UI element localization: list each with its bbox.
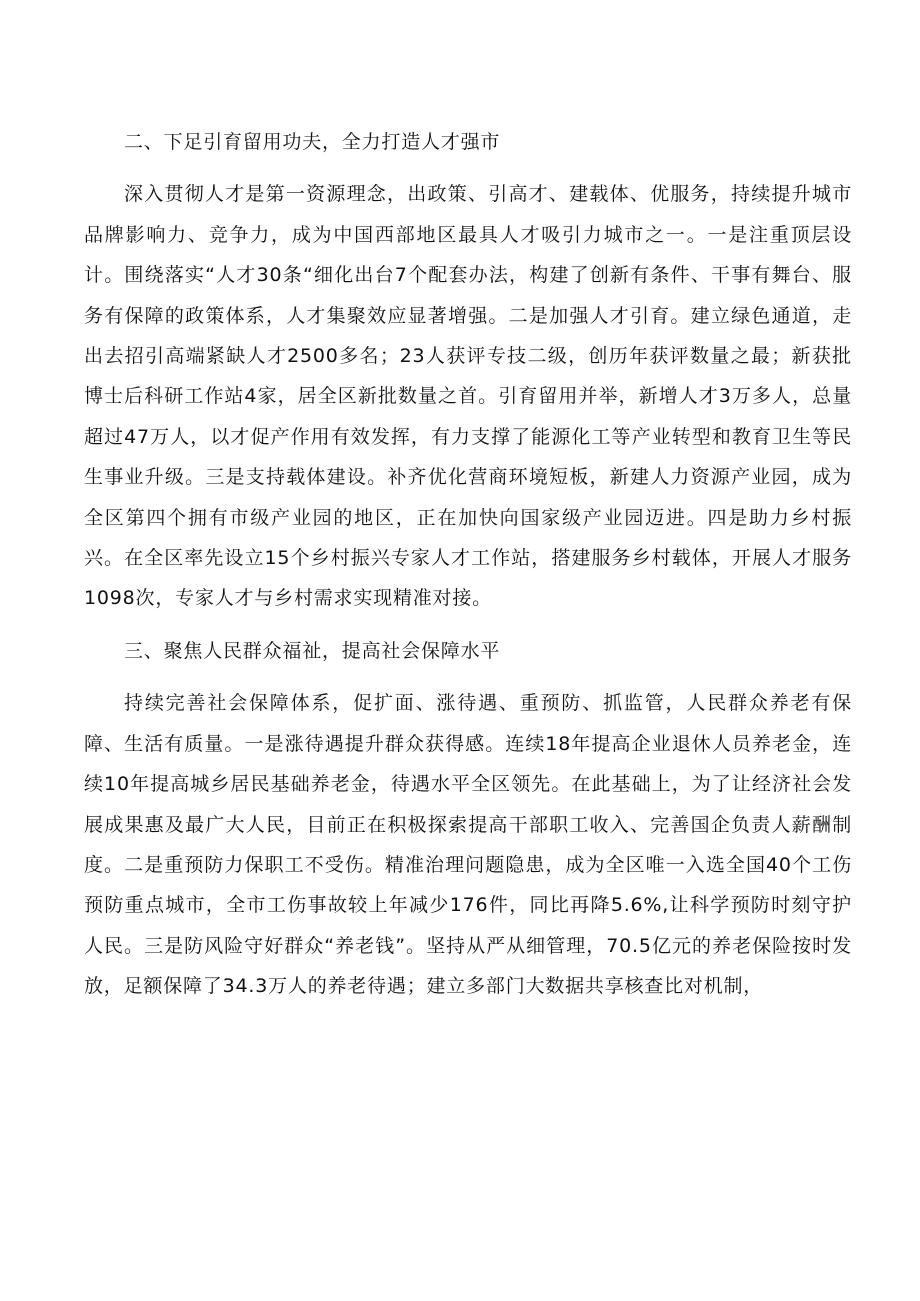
section-heading-social-security: 三、聚焦人民群众福祉，提高社会保障水平 (124, 639, 501, 662)
document-body (84, 122, 852, 1019)
section-body-talent: 深入贯彻人才是第一资源理念，出政策、引高才、建载体、优服务，持续提升城市品牌影响力、竞争力，成为中国西部地区最具人才吸引力城市之一。一是注重顶层设计。围绕落实“人才30条“细化出台7个配套办法，构建了创新有条件、干事有舞台、服务有保障的政策体系，人才集聚效应显著增强。二是加强人才引育。建立绿色通道，走出去招引高端紧缺人才2500多名；23人获评专技二级，创历年获评数量之最；新获批博士后科研工作站4家，居全区新批数量之首。引育留用并举，新增人才3万多人，总量超过47万人，以才促产作用有效发挥，有力支撑了能源化工等产业转型和教育卫生等民生事业升级。三是支持载体建设。补齐优化营商环境短板，新建人力资源产业园，成为全区第四个拥有市级产业园的地区，正在加快向国家级产业园迈进。四是助力乡村振兴。在全区率先设立15个乡村振兴专家人才工作站，搭建服务乡村载体，开展人才服务1098次，专家人才与乡村需求实现精准对接。 (84, 183, 852, 610)
section-body-social-security: 持续完善社会保障体系，促扩面、涨待遇、重预防、抓监管，人民群众养老有保障、生活有质量。一是涨待遇提升群众获得感。连续18年提高企业退休人员养老金，连续10年提高城乡居民基础养老金，待遇水平全区领先。在此基础上，为了让经济社会发展成果惠及最广大人民，目前正在积极探索提高干部职工收入、完善国企负责人薪酬制度。二是重预防力保职工不受伤。精准治理问题隐患，成为全区唯一入选全国40个工伤预防重点城市，全市工伤事故较上年减少176件，同比再降5.6%,让科学预防时刻守护人民。三是防风险守好群众“养老钱”。坚持从严从细管理，70.5亿元的养老保险按时发放，足额保障了34.3万人的养老待遇；建立多部门大数据共享核查比对机制， (84, 692, 852, 998)
section-heading-talent: 二、下足引育留用功夫，全力打造人才强市 (124, 131, 501, 153)
